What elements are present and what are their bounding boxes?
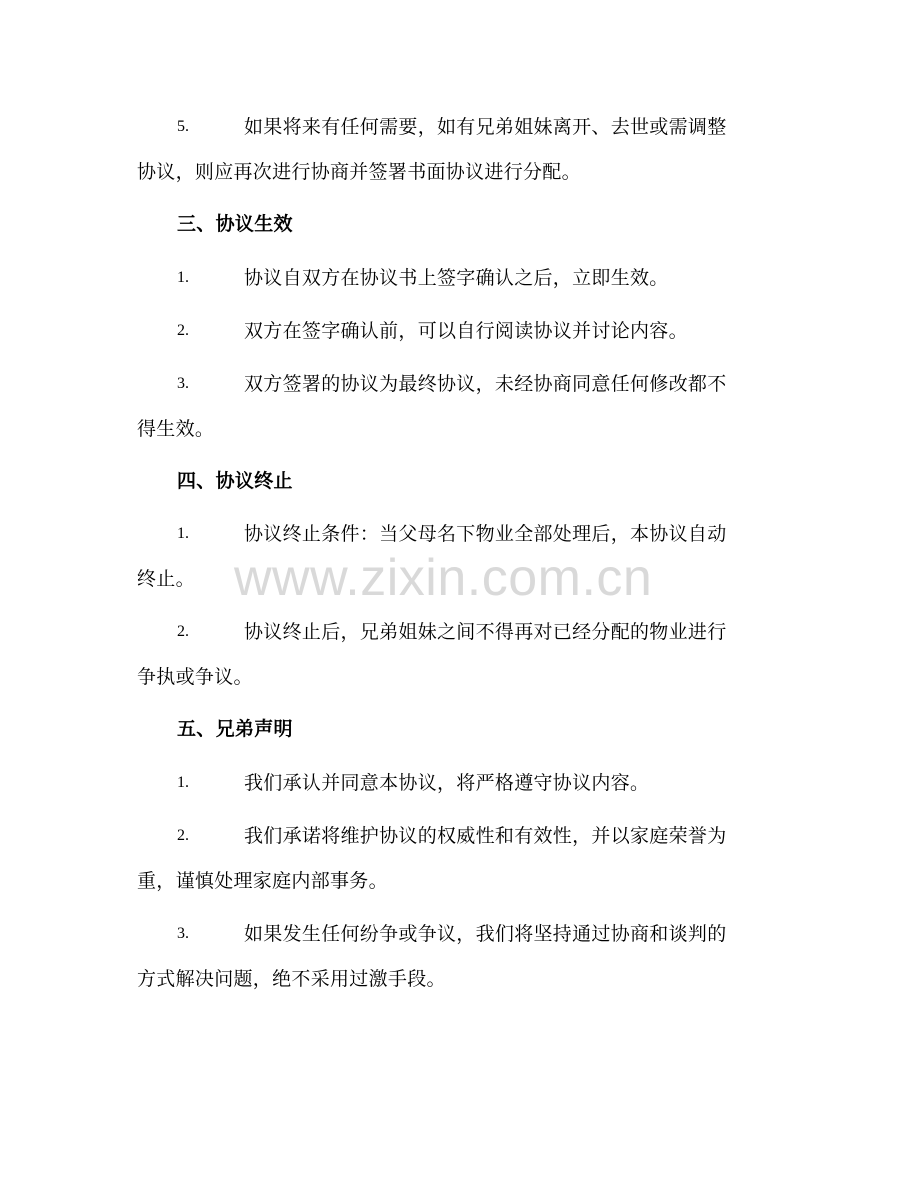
item-number: 1.: [177, 774, 189, 791]
paragraph-line: 方式解决问题，绝不采用过激手段。: [137, 968, 446, 990]
paragraph-line: 协议终止后，兄弟姐妹之间不得再对已经分配的物业进行: [244, 621, 727, 643]
item-number: 5.: [177, 118, 189, 135]
item-number: 1.: [177, 269, 189, 286]
paragraph-line: 如果发生任何纷争或争议，我们将坚持通过协商和谈判的: [244, 923, 727, 945]
paragraph-line: 协议终止条件：当父母名下物业全部处理后，本协议自动: [244, 523, 727, 545]
paragraph-line: 协议，则应再次进行协商并签署书面协议进行分配。: [137, 161, 581, 183]
section-heading-4: 四、协议终止: [177, 470, 293, 492]
paragraph-line: 争执或争议。: [137, 666, 253, 688]
section-heading-3: 三、协议生效: [177, 213, 293, 235]
paragraph-line: 协议自双方在协议书上签字确认之后，立即生效。: [244, 267, 669, 289]
paragraph-line: 终止。: [137, 568, 195, 590]
item-number: 2.: [177, 322, 189, 339]
paragraph-line: 得生效。: [137, 418, 215, 440]
paragraph-line: 重，谨慎处理家庭内部事务。: [137, 870, 388, 892]
paragraph-line: 双方在签字确认前，可以自行阅读协议并讨论内容。: [244, 320, 688, 342]
item-number: 1.: [177, 525, 189, 542]
paragraph-line: 我们承认并同意本协议，将严格遵守协议内容。: [244, 772, 650, 794]
item-number: 2.: [177, 827, 189, 844]
paragraph-line: 我们承诺将维护协议的权威性和有效性，并以家庭荣誉为: [244, 825, 727, 847]
item-number: 3.: [177, 925, 189, 942]
item-number: 3.: [177, 375, 189, 392]
paragraph-line: 如果将来有任何需要，如有兄弟姐妹离开、去世或需调整: [244, 116, 727, 138]
watermark: www.zixin.com.cn: [234, 549, 653, 607]
item-number: 2.: [177, 623, 189, 640]
section-heading-5: 五、兄弟声明: [177, 718, 293, 740]
paragraph-line: 双方签署的协议为最终协议，未经协商同意任何修改都不: [244, 373, 727, 395]
